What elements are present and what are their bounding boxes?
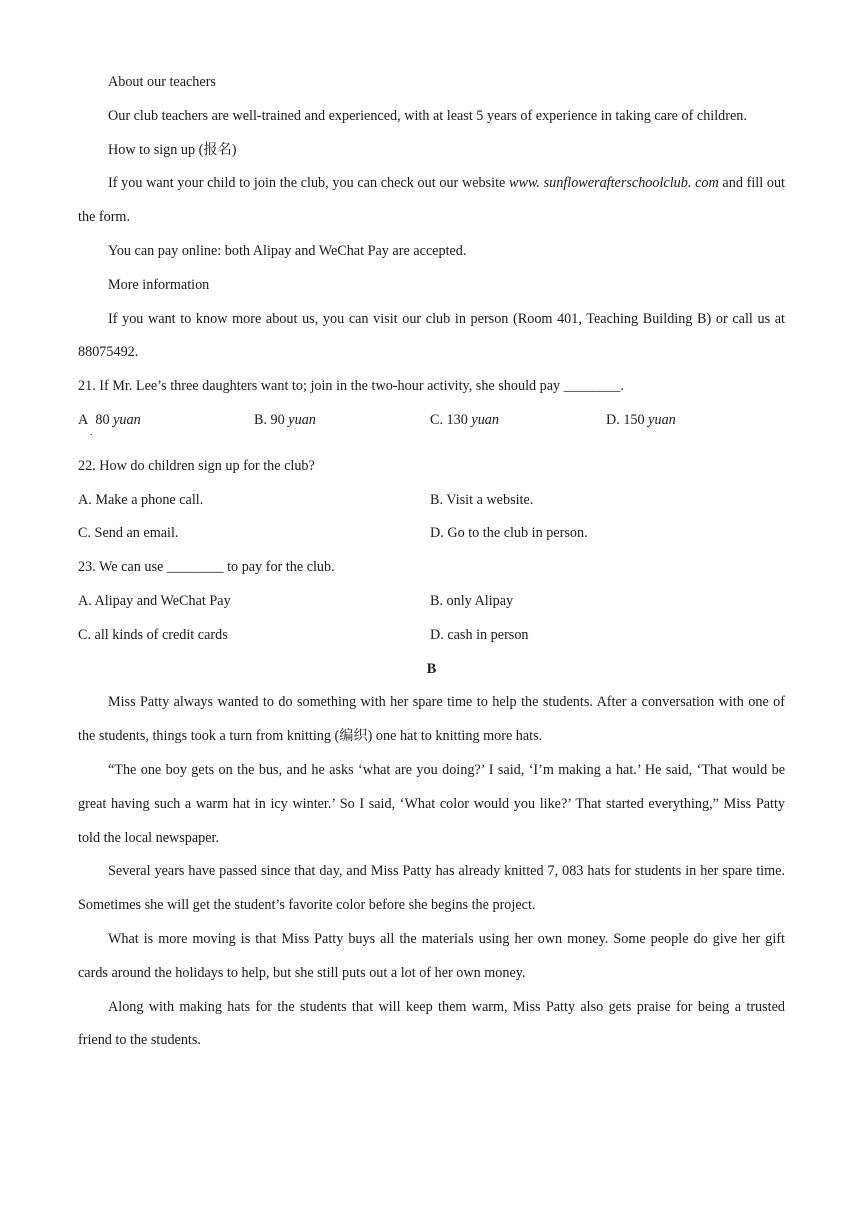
question-23-option-b: B. only Alipay	[430, 592, 514, 609]
question-22-options-row-1	[78, 484, 785, 518]
section-b-paragraph-2: “The one boy gets on the bus, and he asks ‘what are you doing?’ I said, ‘I’m making a hat.’ He said, ‘That would be great having such a warm hat in icy winter.’ So I said, ‘What color would you like?’ That started everything,” Miss Patty told the local newspaper.	[78, 761, 785, 846]
question-21-option-a: A 80 yuan .	[78, 411, 141, 438]
section-b-paragraph-4: What is more moving is that Miss Patty buys all the materials using her own money. Some people do give her gift cards around the holidays to help, but she still puts out a lot of her own money.	[78, 930, 785, 981]
question-22-stem: 22. How do children sign up for the club?	[78, 457, 315, 474]
signup-heading: How to sign up (报名)	[108, 141, 237, 158]
question-22-option-b: B. Visit a website.	[430, 491, 534, 508]
more-info-heading: More information	[108, 276, 210, 293]
question-22-option-d: D. Go to the club in person.	[430, 525, 588, 542]
signup-text-2: and fill out the form.	[78, 175, 785, 226]
question-21-option-d: D. 150 yuan	[606, 411, 676, 428]
option-a-letter: A	[78, 411, 89, 428]
section-b-heading: B	[426, 660, 437, 677]
question-23-option-c: C. all kinds of credit cards	[78, 626, 228, 643]
question-23-option-d: D. cash in person	[430, 626, 529, 643]
stray-dot: .	[90, 426, 93, 438]
signup-text-1: If you want your child to join the club, you can check out our website	[108, 175, 510, 192]
question-21-option-b: B. 90 yuan	[254, 411, 316, 428]
question-23-stem: 23. We can use ________ to pay for the club.	[78, 559, 335, 576]
section-b-paragraph-1: Miss Patty always wanted to do something with her spare time to help the students. After a conversation with one of the students, things took a turn from knitting (编织) one hat to knitting more hats.	[78, 694, 785, 745]
pay-paragraph: You can pay online: both Alipay and WeChat Pay are accepted.	[108, 242, 467, 259]
question-21-options	[78, 404, 785, 438]
question-23-option-a: A. Alipay and WeChat Pay	[78, 592, 231, 609]
question-23-options-row-1	[78, 585, 785, 619]
club-website: www. sunflowerafterschoolclub. com	[509, 175, 719, 192]
question-22-options-row-2	[78, 517, 785, 551]
section-b-paragraph-3: Several years have passed since that day, and Miss Patty has already knitted 7, 083 hats for students in her spare time. Sometimes she will get the student’s favorite color before she begins the project.	[78, 863, 785, 914]
question-21-stem: 21. If Mr. Lee’s three daughters want to; join in the two-hour activity, she should pay ________.	[78, 378, 624, 395]
teachers-heading: About our teachers	[108, 74, 216, 90]
more-info-paragraph: If you want to know more about us, you can visit our club in person (Room 401, Teaching Building B) or call us at 88075492.	[78, 310, 785, 361]
question-22-option-a: A. Make a phone call.	[78, 491, 204, 508]
question-22-option-c: C. Send an email.	[78, 525, 179, 542]
teachers-paragraph: Our club teachers are well-trained and experienced, with at least 5 years of experience in taking care of children.	[108, 107, 747, 124]
question-21-option-c: C. 130 yuan	[430, 411, 499, 428]
section-b-paragraph-5: Along with making hats for the students that will keep them warm, Miss Patty also gets praise for being a trusted friend to the students.	[78, 998, 785, 1049]
question-23-options-row-2	[78, 619, 785, 653]
document-page	[78, 66, 785, 1058]
signup-paragraph	[78, 167, 785, 235]
